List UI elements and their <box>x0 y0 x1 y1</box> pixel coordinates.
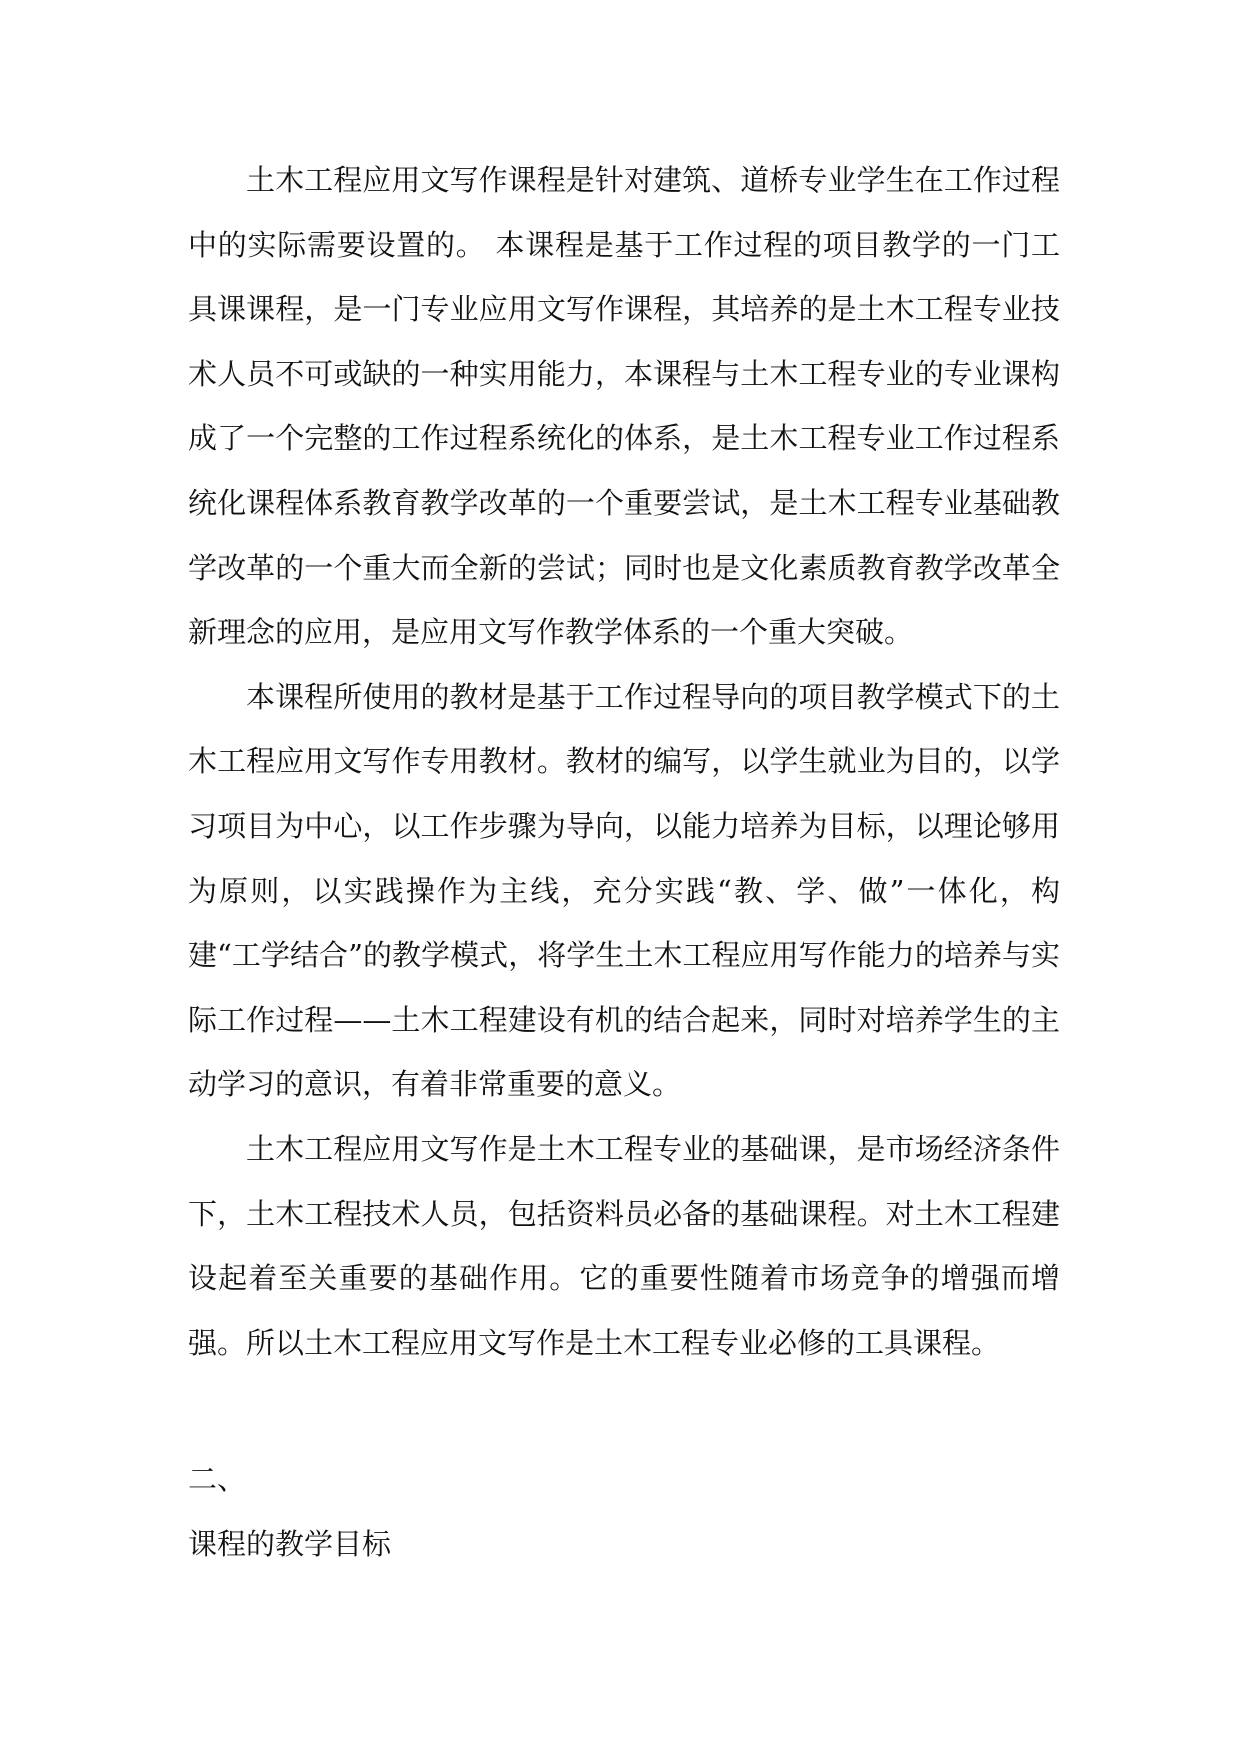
paragraph-importance: 土木工程应用文写作是土木工程专业的基础课，是市场经济条件下，土木工程技术人员，包括资料员必备的基础课程。对土木工程建设起着至关重要的基础作用。它的重要性随着市场竞争的增强而增强。所以土木工程应用文写作是土木工程专业必修的工具课程。 <box>188 1131 1060 1360</box>
paragraph-course-intro: 土木工程应用文写作课程是针对建筑、道桥专业学生在工作过程中的实际需要设置的。 本课程是基于工作过程的项目教学的一门工具课课程，是一门专业应用文写作课程，其培养的是土木工程专业技术人员不可或缺的一种实用能力，本课程与土木工程专业的专业课构成了一个完整的工作过程系统化的体系，是土木工程专业工作过程系统化课程体系教育教学改革的一个重要尝试，是土木工程专业基础教学改革的一个重大而全新的尝试；同时也是文化素质教育教学改革全新理念的应用，是应用文写作教学体系的一个重大突破。 <box>188 163 1060 650</box>
document-body <box>188 148 1060 1576</box>
paragraph-textbook: 本课程所使用的教材是基于工作过程导向的项目教学模式下的土木工程应用文写作专用教材。教材的编写，以学生就业为目的，以学习项目为中心，以工作步骤为导向，以能力培养为目标，以理论够用为原则，以实践操作为主线，充分实践“教、学、做”一体化，构建“工学结合”的教学模式，将学生土木工程应用写作能力的培养与实际工作过程——土木工程建设有机的结合起来，同时对培养学生的主动学习的意识，有着非常重要的意义。 <box>188 679 1060 1102</box>
section-title: 课程的教学目标 <box>188 1526 392 1561</box>
section-number: 二、 <box>188 1462 247 1497</box>
